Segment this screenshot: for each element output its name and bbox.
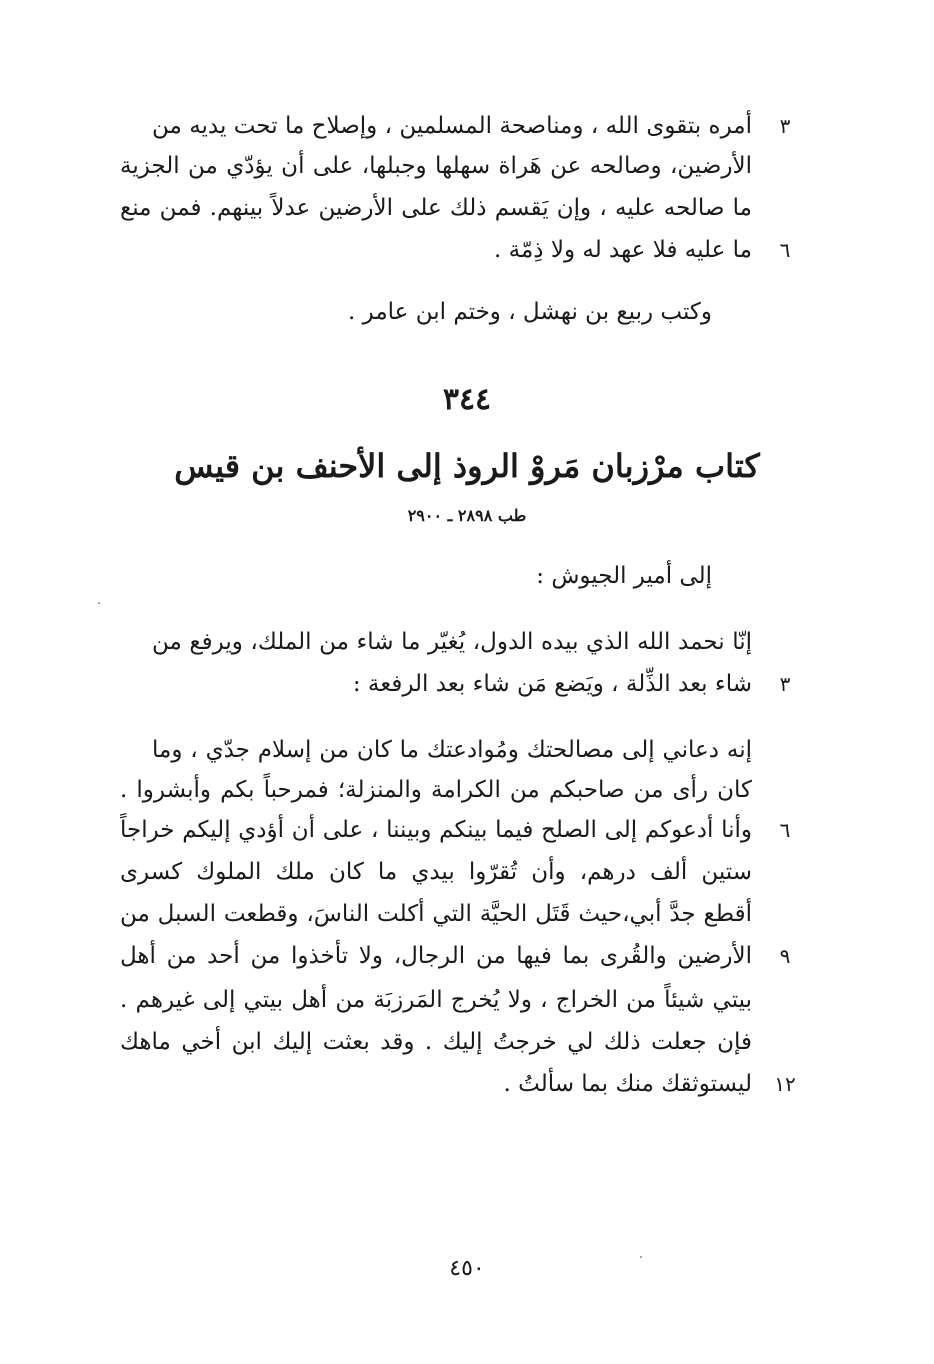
section-number: ٣٤٤ bbox=[442, 382, 492, 417]
paragraph-3-line-6: الأرضين والقُرى بما فيها من الرجال، ولا تأخذوا من أحد من أهل bbox=[120, 943, 752, 969]
section-reference: طب ٢٨٩٨ ـ ٢٩٠٠ bbox=[407, 506, 527, 525]
line-number: ٦ bbox=[779, 238, 791, 262]
paragraph-1-line-1: أمره بتقوى الله ، ومناصحة المسلمين ، وإصلاح ما تحت يديه من bbox=[152, 113, 752, 139]
line-number: ٩ bbox=[779, 944, 791, 968]
paragraph-3-line-3: وأنا أدعوكم إلى الصلح فيما بينكم وبيننا ، على أن أؤدي إليكم خراجاً bbox=[120, 817, 752, 843]
paragraph-3-line-7: بيتي شيئاً من الخراج ، ولا يُخرج المَرزبَة من أهل بيتي إلى غيرهم . bbox=[120, 987, 752, 1013]
paragraph-3-line-1: إنه دعاني إلى مصالحتك ومُوادعتك ما كان من إسلام جدّي ، وما bbox=[152, 737, 752, 763]
paragraph-1-line-2: الأرضين، وصالحه عن هَراة سهلها وجبلها، على أن يؤدّي من الجزية bbox=[120, 153, 752, 179]
paragraph-3-line-5: أقطع جدَّ أبي،حيث قَتَل الحيَّة التي أكلت الناسَ، وقطعت السبل من bbox=[120, 901, 752, 927]
line-number: ٣ bbox=[779, 114, 791, 138]
scan-speck bbox=[98, 602, 100, 604]
paragraph-3-line-4: ستين ألف درهم، وأن تُقرّوا بيدي ما كان ملك الملوك كسرى bbox=[120, 859, 752, 885]
line-number: ١٢ bbox=[774, 1072, 796, 1096]
paragraph-1-line-4: ما عليه فلا عهد له ولا ذِمّة . bbox=[494, 237, 752, 263]
paragraph-3-line-9: ليستوثقك منك بما سألتُ . bbox=[503, 1071, 752, 1097]
section-title: كتاب مرْزبان مَروْ الروذ إلى الأحنف بن قيس bbox=[174, 447, 760, 485]
scan-speck bbox=[640, 1256, 642, 1258]
line-number: ٦ bbox=[779, 818, 791, 842]
signature-line: وكتب ربيع بن نهشل ، وختم ابن عامر . bbox=[348, 299, 712, 325]
paragraph-3-line-8: فإن جعلت ذلك لي خرجتُ إليك . وقد بعثت إليك ابن أخي ماهك bbox=[120, 1029, 752, 1055]
page-number: ٤٥٠ bbox=[449, 1256, 485, 1281]
paragraph-3-line-2: كان رأى من صاحبكم من الكرامة والمنزلة؛ فمرحباً بكم وأبشروا . bbox=[120, 777, 752, 803]
paragraph-2-line-2: شاء بعد الذِّلة ، ويَضع مَن شاء بعد الرفعة : bbox=[352, 671, 752, 697]
line-number: ٣ bbox=[779, 672, 791, 696]
salutation: إلى أمير الجيوش : bbox=[536, 563, 712, 589]
paragraph-2-line-1: إنّا نحمد الله الذي بيده الدول، يُغيّر ما شاء من الملك، ويرفع من bbox=[152, 629, 752, 655]
paragraph-1-line-3: ما صالحه عليه ، وإن يَقسم ذلك على الأرضين عدلاً بينهم. فمن منع bbox=[120, 195, 752, 221]
